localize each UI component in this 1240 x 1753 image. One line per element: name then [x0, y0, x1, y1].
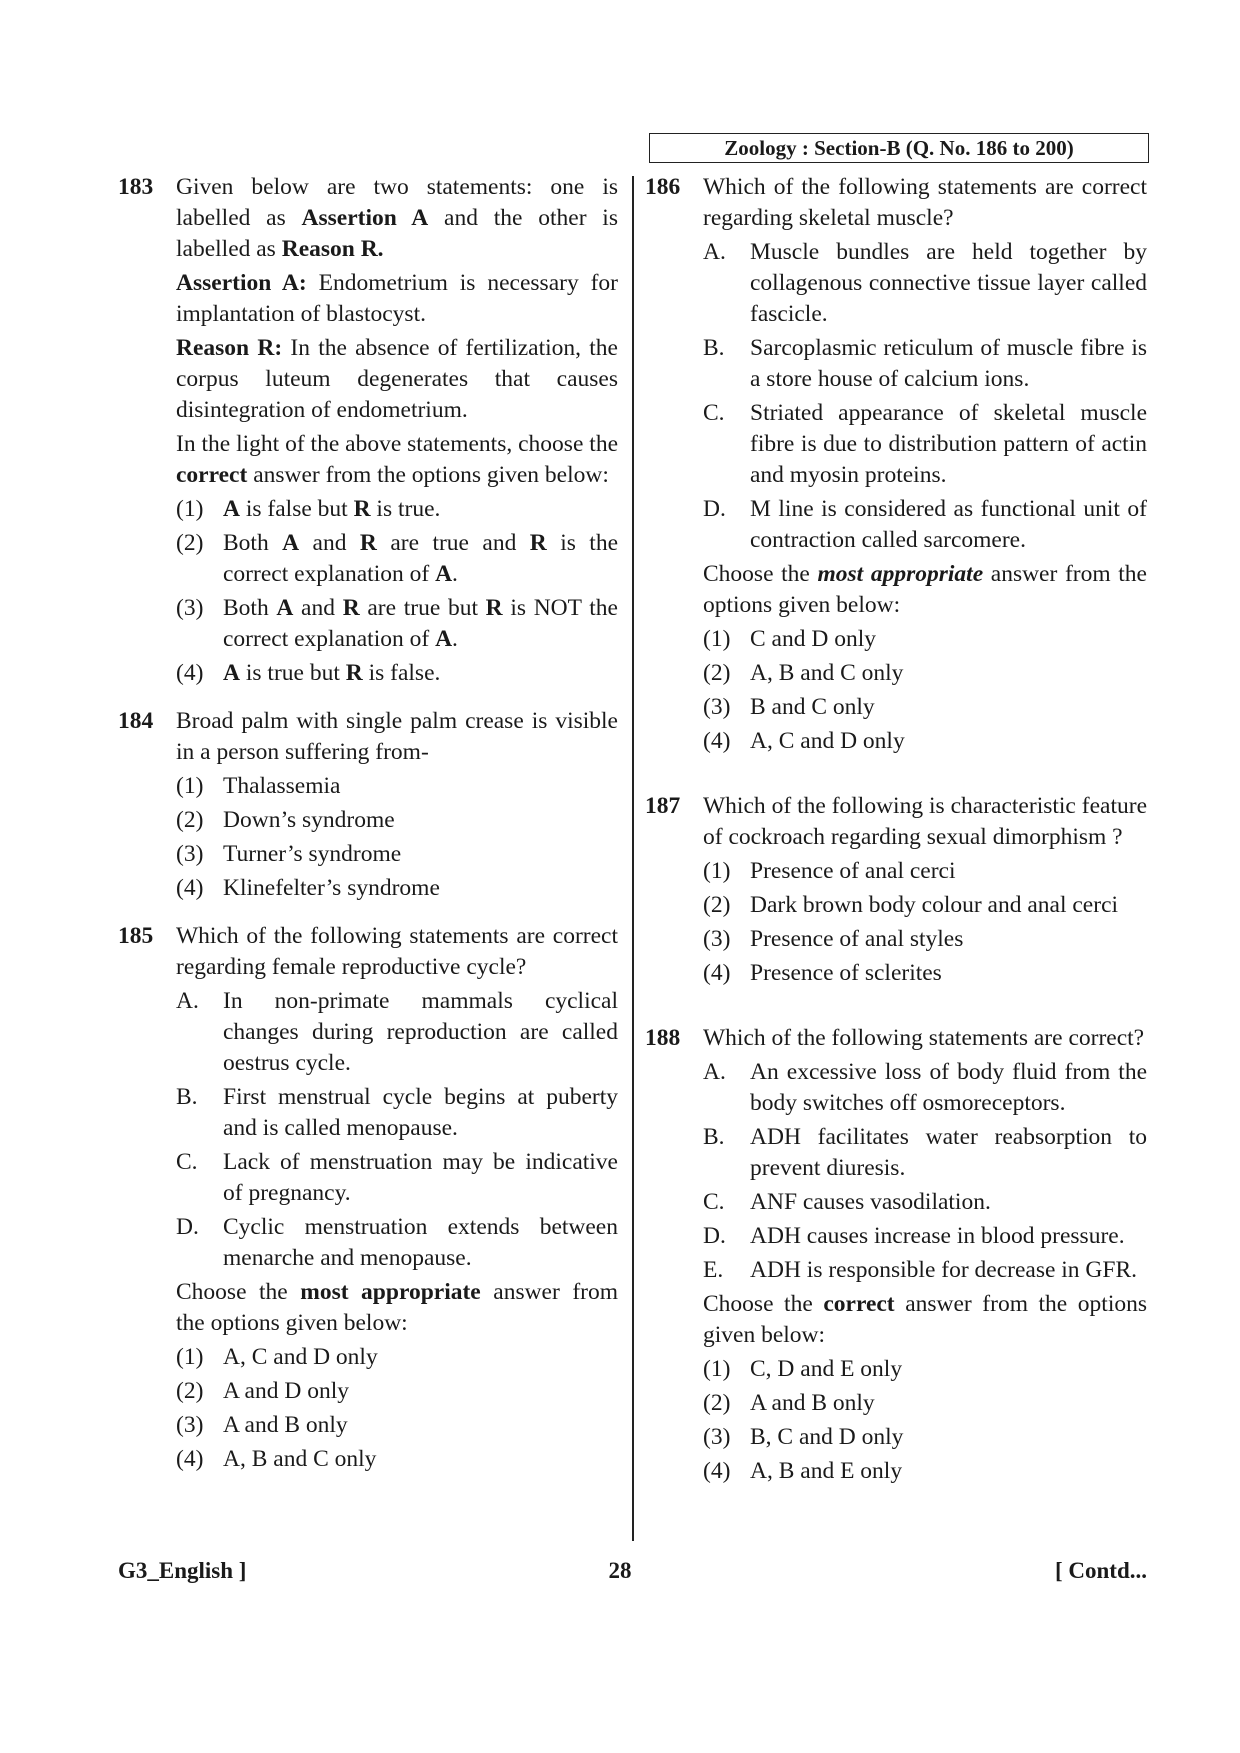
statement-text: M line is considered as functional unit of contraction called sarcomere. — [750, 496, 1147, 553]
statement-text: ADH is responsible for decrease in GFR. — [750, 1257, 1138, 1283]
question-number: 183 — [118, 174, 154, 200]
question-184 — [118, 706, 618, 904]
statement-label: C. — [176, 1149, 198, 1175]
statement-label: A. — [703, 239, 726, 265]
question-intro: Given below are two statements: one is labelled as Assertion A and the other is labelled as Reason R. — [176, 174, 618, 262]
assertion-text: Assertion A: Endometrium is necessary for implantation of blastocyst. — [176, 270, 619, 327]
answer-option — [703, 924, 1147, 955]
section-header: Zoology : Section-B (Q. No. 186 to 200) — [649, 133, 1149, 163]
answer-option — [703, 624, 1147, 655]
statement-text: In non-primate mammals cyclical changes during reproduction are called oestrus cycle. — [223, 988, 618, 1076]
answer-option-label: (2) — [176, 807, 204, 833]
answer-option-text: C and D only — [750, 626, 876, 652]
answer-option-label: (2) — [176, 530, 204, 556]
question-186 — [645, 172, 1147, 757]
answer-option-text: A is false but R is true. — [223, 496, 441, 522]
answer-option — [703, 1456, 1147, 1487]
statement — [703, 1187, 1147, 1218]
answer-option — [176, 494, 618, 525]
answer-option — [176, 1342, 618, 1373]
answer-option-text: A, C and D only — [223, 1344, 378, 1370]
page-number: 28 — [608, 1558, 632, 1583]
column-divider — [632, 176, 634, 1541]
statement-label: D. — [176, 1214, 199, 1240]
answer-option — [703, 692, 1147, 723]
answer-option — [176, 1410, 618, 1441]
answer-option — [703, 890, 1147, 921]
answer-option — [176, 1444, 618, 1475]
answer-option-label: (1) — [703, 1356, 731, 1382]
footer-booklet-code: G3_English ] — [118, 1558, 247, 1583]
answer-option-text: A, B and E only — [750, 1458, 903, 1484]
statement-text: Muscle bundles are held together by collagenous connective tissue layer called fascicle. — [750, 239, 1147, 327]
statement-label: B. — [176, 1084, 198, 1110]
answer-option — [176, 593, 618, 655]
option-list — [703, 624, 1147, 757]
answer-option-label: (4) — [703, 960, 731, 986]
answer-option-label: (1) — [176, 773, 204, 799]
statement — [176, 1082, 618, 1144]
answer-option — [176, 1376, 618, 1407]
statement — [703, 1255, 1147, 1286]
answer-option-label: (2) — [176, 1378, 204, 1404]
statement-text: Lack of menstruation may be indicative of pregnancy. — [223, 1149, 618, 1206]
statement — [176, 1212, 618, 1274]
option-list — [176, 1342, 618, 1475]
answer-option-label: (3) — [703, 694, 731, 720]
statement-text: Sarcoplasmic reticulum of muscle fibre is a store house of calcium ions. — [750, 335, 1147, 392]
answer-option-label: (4) — [703, 728, 731, 754]
question-stem: Which of the following statements are correct? — [703, 1025, 1145, 1051]
reason-text: Reason R: In the absence of fertilization, the corpus luteum degenerates that causes disintegration of endometrium. — [176, 335, 618, 423]
statement — [703, 1221, 1147, 1252]
statement-list — [703, 237, 1147, 556]
question-stem: Which of the following statements are correct regarding female reproductive cycle? — [176, 923, 618, 980]
answer-option — [703, 958, 1147, 989]
statement-text: An excessive loss of body fluid from the body switches off osmoreceptors. — [750, 1059, 1147, 1116]
statement — [703, 494, 1147, 556]
answer-option-text: A, C and D only — [750, 728, 905, 754]
question-number: 188 — [645, 1025, 681, 1051]
statement-label: E. — [703, 1257, 724, 1283]
statement — [703, 398, 1147, 491]
statement-label: D. — [703, 1223, 726, 1249]
answer-option-text: A is true but R is false. — [223, 660, 441, 686]
statement-list — [703, 1057, 1147, 1286]
answer-option-text: Thalassemia — [223, 773, 341, 799]
question-number: 184 — [118, 708, 154, 734]
answer-option — [176, 528, 618, 590]
statement-label: B. — [703, 335, 725, 361]
answer-option-text: A and B only — [750, 1390, 875, 1416]
answer-option-text: Both A and R are true and R is the correct explanation of A. — [223, 530, 619, 587]
question-187 — [645, 791, 1147, 989]
statement — [703, 333, 1147, 395]
answer-option-label: (3) — [176, 1412, 204, 1438]
answer-option-label: (1) — [176, 496, 204, 522]
statement-text: Cyclic menstruation extends between menarche and menopause. — [223, 1214, 618, 1271]
answer-option — [703, 1354, 1147, 1385]
answer-option-text: Presence of anal styles — [750, 926, 964, 952]
answer-option-label: (4) — [176, 1446, 204, 1472]
statement-text: ADH causes increase in blood pressure. — [750, 1223, 1125, 1249]
answer-option-label: (1) — [176, 1344, 204, 1370]
footer-continued: [ Contd... — [1054, 1558, 1147, 1583]
statement-label: B. — [703, 1124, 725, 1150]
question-stem: Broad palm with single palm crease is visible in a person suffering from- — [176, 708, 618, 765]
answer-option-label: (3) — [703, 1424, 731, 1450]
answer-option — [703, 1388, 1147, 1419]
question-188 — [645, 1023, 1147, 1487]
answer-option-text: Klinefelter’s syndrome — [223, 875, 440, 901]
question-stem: Which of the following statements are correct regarding skeletal muscle? — [703, 174, 1147, 231]
answer-option — [176, 805, 618, 836]
answer-option-label: (2) — [703, 1390, 731, 1416]
statement-label: A. — [176, 988, 199, 1014]
statement-text: ANF causes vasodilation. — [750, 1189, 991, 1215]
option-list — [703, 1354, 1147, 1487]
answer-option-label: (4) — [703, 1458, 731, 1484]
answer-option-label: (1) — [703, 626, 731, 652]
answer-option — [703, 726, 1147, 757]
question-stem: Which of the following is characteristic feature of cockroach regarding sexual dimorphism ? — [703, 793, 1147, 850]
statement-label: C. — [703, 1189, 725, 1215]
answer-option-label: (3) — [703, 926, 731, 952]
answer-option-label: (3) — [176, 841, 204, 867]
question-instruction: Choose the correct answer from the options given below: — [703, 1291, 1147, 1348]
option-list — [176, 771, 618, 904]
answer-option-text: A, B and C only — [750, 660, 904, 686]
answer-option-text: Dark brown body colour and anal cerci — [750, 892, 1119, 918]
question-instruction: In the light of the above statements, choose the correct answer from the options given below: — [176, 431, 618, 488]
statement-label: C. — [703, 400, 725, 426]
right-column — [645, 172, 1147, 1490]
answer-option-label: (3) — [176, 595, 204, 621]
answer-option-text: C, D and E only — [750, 1356, 903, 1382]
answer-option-label: (4) — [176, 875, 204, 901]
question-instruction: Choose the most appropriate answer from the options given below: — [176, 1279, 619, 1336]
answer-option — [176, 839, 618, 870]
answer-option-text: Both A and R are true but R is NOT the correct explanation of A. — [223, 595, 618, 652]
answer-option — [703, 856, 1147, 887]
answer-option-text: Presence of anal cerci — [750, 858, 956, 884]
question-number: 186 — [645, 174, 681, 200]
statement-text: First menstrual cycle begins at puberty and is called menopause. — [223, 1084, 618, 1141]
answer-option-label: (4) — [176, 660, 204, 686]
statement-label: D. — [703, 496, 726, 522]
option-list — [176, 494, 618, 689]
statement — [176, 986, 618, 1079]
question-number: 185 — [118, 923, 154, 949]
answer-option-label: (2) — [703, 660, 731, 686]
answer-option-text: B and C only — [750, 694, 875, 720]
question-183 — [118, 172, 618, 689]
statement-list — [176, 986, 618, 1274]
answer-option-label: (1) — [703, 858, 731, 884]
answer-option — [176, 873, 618, 904]
answer-option-text: Presence of sclerites — [750, 960, 942, 986]
left-column — [118, 172, 618, 1478]
answer-option-text: B, C and D only — [750, 1424, 904, 1450]
answer-option — [703, 658, 1147, 689]
statement-text: ADH facilitates water reabsorption to prevent diuresis. — [750, 1124, 1147, 1181]
question-number: 187 — [645, 793, 681, 819]
answer-option-text: Down’s syndrome — [223, 807, 395, 833]
question-instruction: Choose the most appropriate answer from the options given below: — [703, 561, 1147, 618]
statement-text: Striated appearance of skeletal muscle fibre is due to distribution pattern of actin and myosin proteins. — [750, 400, 1147, 488]
statement — [176, 1147, 618, 1209]
answer-option-text: A and D only — [223, 1378, 349, 1404]
answer-option — [703, 1422, 1147, 1453]
question-185 — [118, 921, 618, 1475]
option-list — [703, 856, 1147, 989]
answer-option — [176, 771, 618, 802]
answer-option — [176, 658, 618, 689]
answer-option-text: A and B only — [223, 1412, 348, 1438]
statement-label: A. — [703, 1059, 726, 1085]
answer-option-label: (2) — [703, 892, 731, 918]
statement — [703, 237, 1147, 330]
answer-option-text: A, B and C only — [223, 1446, 377, 1472]
statement — [703, 1122, 1147, 1184]
statement — [703, 1057, 1147, 1119]
answer-option-text: Turner’s syndrome — [223, 841, 402, 867]
